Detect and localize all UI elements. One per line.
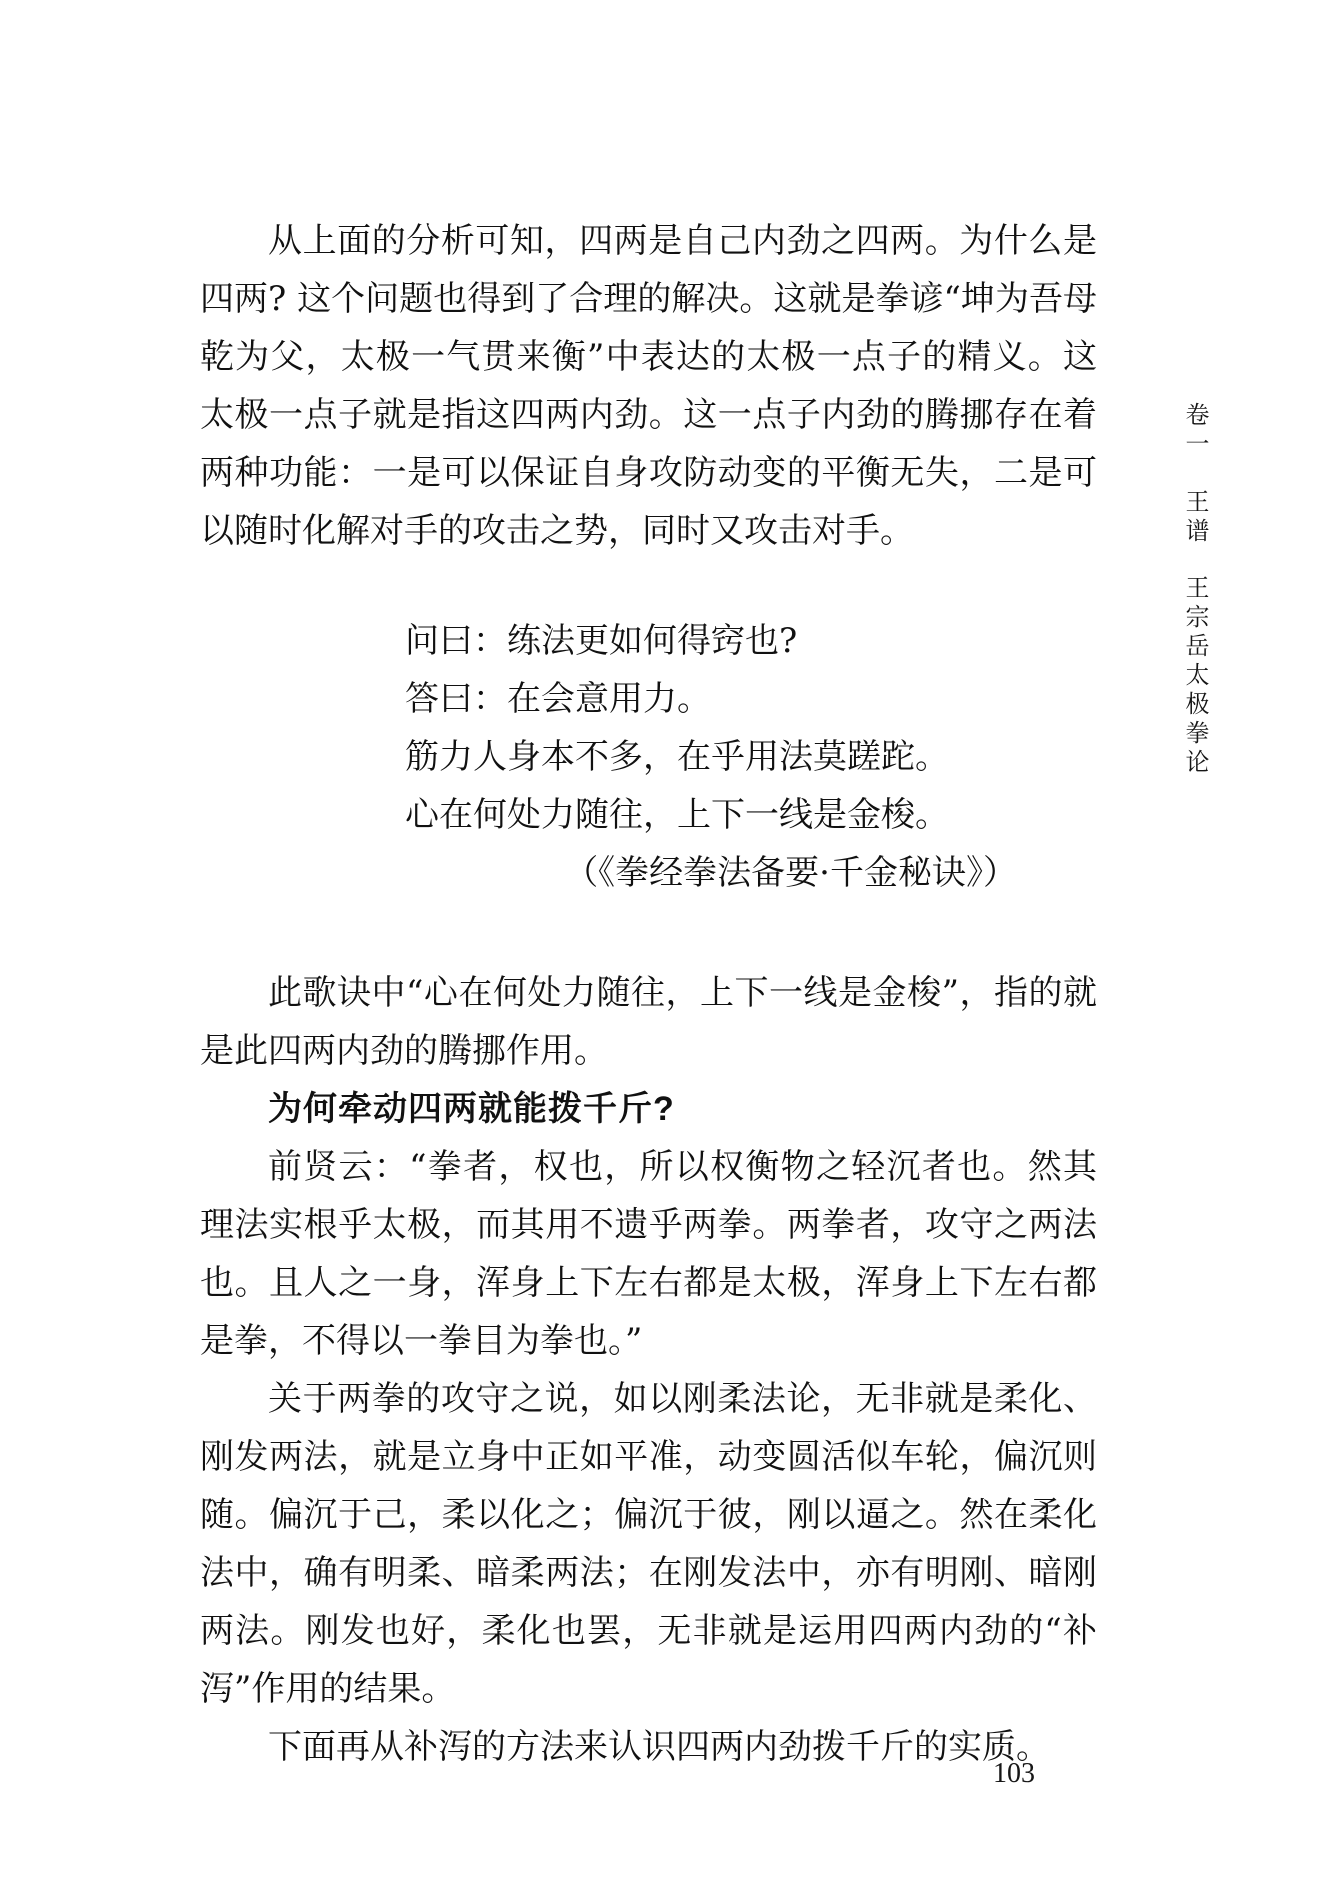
paragraph-commentary: 此歌诀中“心在何处力随往，上下一线是金梭”，指的就是此四两内劲的腾挪作用。 [200, 973, 1097, 1071]
page-number: 103 [993, 1758, 1035, 1789]
verse-block [200, 612, 1097, 902]
paragraph-analysis: 关于两拳的攻守之说，如以刚柔法论，无非就是柔化、刚发两法，就是立身中正如平准，动变圆活似车轮，偏沉则随。偏沉于己，柔以化之；偏沉于彼，刚以逼之。然在柔化法中，确有明柔、暗柔两法；在刚发法中，亦有明刚、暗刚两法。刚发也好，柔化也罢，无非就是运用四两内劲的“补泻”作用的结果。 [200, 1379, 1097, 1709]
page-content [200, 212, 1097, 1776]
section-heading: 为何牵动四两就能拨千斤? [268, 1090, 675, 1128]
paragraph-transition: 下面再从补泻的方法来认识四两内劲拨千斤的实质。 [268, 1727, 1050, 1767]
margin-treatise-label: 王宗岳太极拳论 [1181, 575, 1209, 779]
paragraph-intro: 从上面的分析可知，四两是自己内劲之四两。为什么是四两? 这个问题也得到了合理的解决。这就是拳谚“坤为吾母乾为父，太极一气贯来衡”中表达的太极一点子的精义。这太极一点子就是指这四两内劲。这一点子内劲的腾挪存在着两种功能：一是可以保证自身攻防动变的平衡无失，二是可以随时化解对手的攻击之势，同时又攻击对手。 [200, 221, 1097, 551]
paragraph-quote: 前贤云：“拳者，权也，所以权衡物之轻沉者也。然其理法实根乎太极，而其用不遗乎两拳。两拳者，攻守之两法也。且人之一身，浑身上下左右都是太极，浑身上下左右都是拳，不得以一拳目为拳也。” [200, 1147, 1097, 1361]
margin-chapter-title [1178, 402, 1213, 794]
verse-line-couplet-2: 心在何处力随往，上下一线是金梭。 [405, 795, 949, 835]
verse-line-couplet-1: 筋力人身本不多，在乎用法莫蹉跎。 [405, 737, 949, 777]
verse-line-question: 问曰：练法更如何得窍也? [405, 621, 798, 661]
margin-section-label: 王谱 [1181, 488, 1209, 547]
verse-line-answer: 答曰：在会意用力。 [405, 679, 711, 719]
verse-citation: （《拳经拳法备要·千金秘诀》） [564, 853, 1017, 893]
margin-volume-label: 卷一 [1181, 402, 1209, 460]
